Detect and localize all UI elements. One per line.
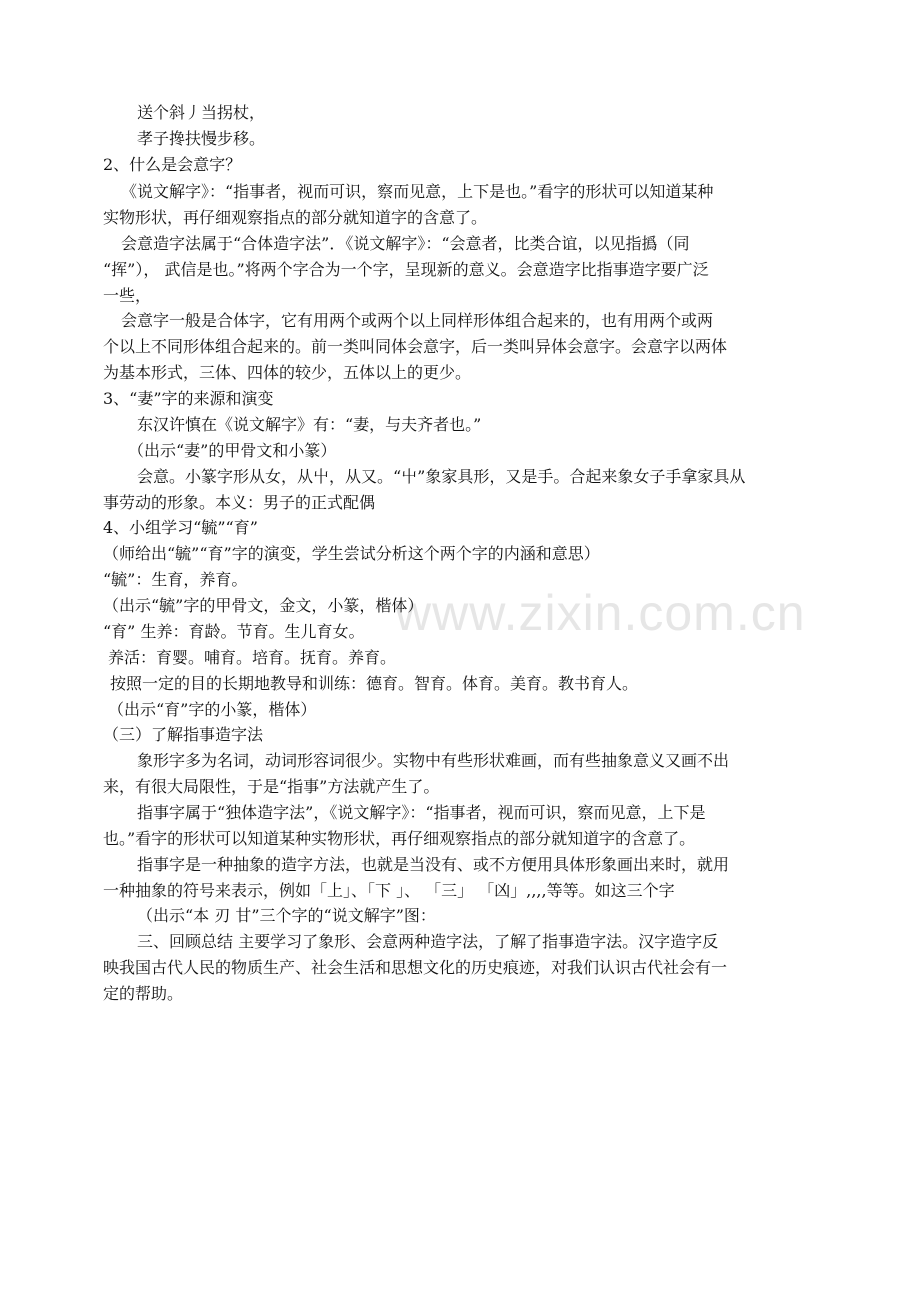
watermark: www.zixin.com.cn [395, 585, 806, 641]
text-line: 一种抽象的符号来表示，例如「上」、「下 」、 「三」 「凶」,,,,等等。如这三个字 [103, 881, 675, 900]
text-line: 按照一定的目的长期地教导和训练：德育。智育。体育。美育。教书育人。 [110, 674, 639, 693]
text-line: 为基本形式，三体、四体的较少，五体以上的更少。 [103, 363, 472, 382]
text-line: 养活：育婴。哺育。培育。抚育。养育。 [108, 648, 397, 667]
text-line: “毓”：生育，养育。 [103, 570, 248, 589]
text-line: （师给出“毓”“育”字的演变，学生尝试分析这个两个字的内涵和意思） [103, 544, 600, 563]
text-line: 会意造字法属于“合体造字法”．《说文解字》：“会意者，比类合谊，以见指撝（同 [121, 234, 690, 253]
section-heading: （三）了解指事造字法 [103, 725, 264, 744]
text-line: 事劳动的形象。本义：男子的正式配偶 [103, 493, 376, 512]
text-line: “挥”）， 武信是也。”将两个字合为一个字，呈现新的意义。会意造字比指事造字要广泛 [103, 260, 709, 279]
text-line: “育” 生养：育龄。节育。生儿育女。 [103, 622, 365, 641]
text-line: 东汉许慎在《说文解字》有：“妻，与夫齐者也。” [137, 415, 482, 434]
text-line: （出示“育”字的小篆，楷体） [108, 700, 317, 719]
text-line: 来，有很大局限性，于是“指事”方法就产生了。 [103, 777, 440, 796]
section-heading: 三、回顾总结 主要学习了象形、会意两种造字法，了解了指事造字法。汉字造字反 [137, 932, 719, 951]
text-line: 定的帮助。 [103, 984, 184, 1003]
text-line: 会意字一般是合体字，它有用两个或两个以上同样形体组合起来的，也有用两个或两 [121, 311, 714, 330]
text-line: （出示“本 刃 甘”三个字的“说文解字”图： [137, 906, 436, 925]
text-line: 孝子搀扶慢步移。 [137, 129, 266, 148]
text-line: 也。”看字的形状可以知道某种实物形状，再仔细观察指点的部分就知道字的含意了。 [103, 829, 696, 848]
text-line: 映我国古代人民的物质生产、社会生活和思想文化的历史痕迹，对我们认识古代社会有一 [103, 958, 728, 977]
section-heading: 4、小组学习“毓”“育” [103, 518, 258, 537]
text-line: （出示“妻”的甲骨文和小篆） [128, 441, 337, 460]
text-line: 个以上不同形体组合起来的。前一类叫同体会意字，后一类叫异体会意字。会意字以两体 [103, 337, 728, 356]
section-heading: 3、“妻”字的来源和演变 [103, 389, 274, 408]
text-line: 实物形状，再仔细观察指点的部分就知道字的含意了。 [103, 208, 488, 227]
text-line: 象形字多为名词，动词形容词很少。实物中有些形状难画，而有些抽象意义又画不出 [137, 751, 730, 770]
text-line: 送个斜丿当拐杖， [137, 103, 266, 122]
text-line: 会意。小篆字形从女，从屮，从又。“屮”象家具形，又是手。合起来象女子手拿家具从 [137, 467, 746, 486]
text-line: 指事字属于“独体造字法”，《说文解字》：“指事者，视而可识，察而见意，上下是 [137, 803, 706, 822]
text-line: 2、什么是会意字？ [103, 155, 242, 174]
text-line: 指事字是一种抽象的造字方法，也就是当没有、或不方便用具体形象画出来时，就用 [137, 855, 730, 874]
text-line: 一些， [103, 286, 152, 305]
text-line: （出示“毓”字的甲骨文，金文，小篆，楷体） [103, 596, 424, 615]
text-line: 《说文解字》：“指事者，视而可识，察而见意，上下是也。”看字的形状可以知道某种 [121, 182, 714, 201]
